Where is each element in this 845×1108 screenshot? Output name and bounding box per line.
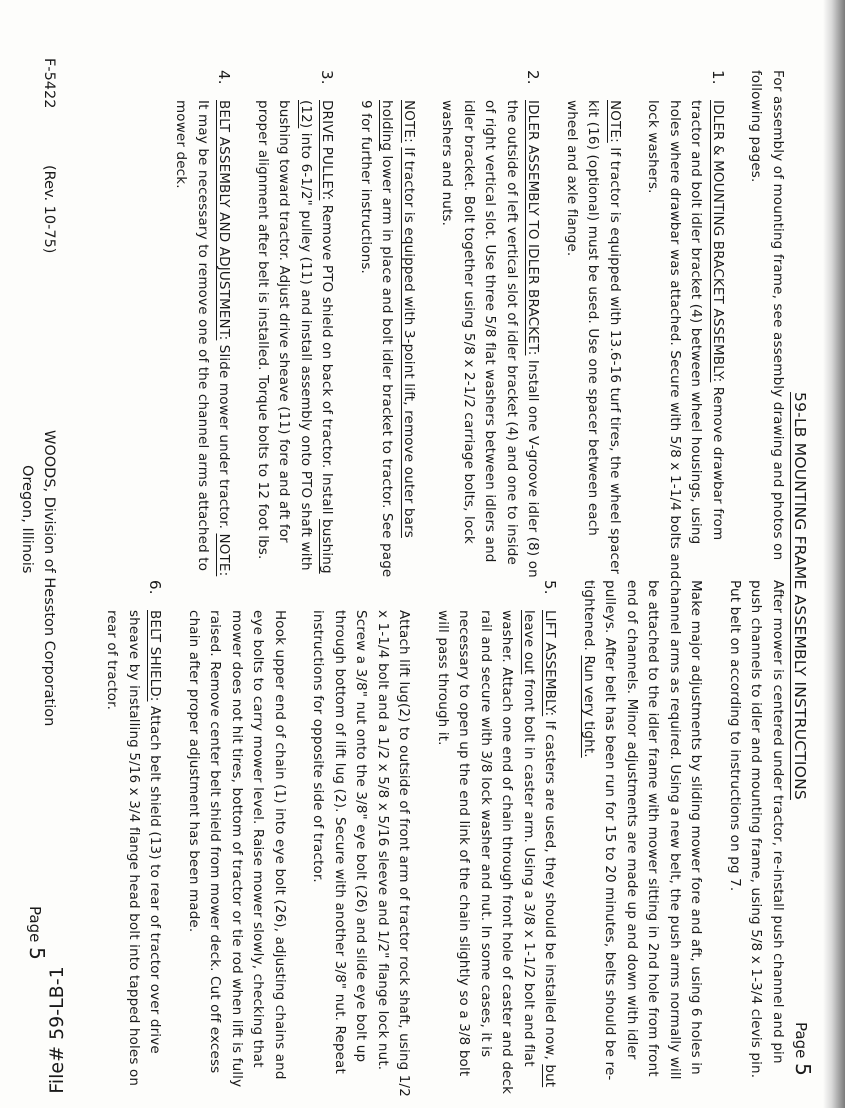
paragraph-lift-lug: Attach lift lug(2) to outside of front arm of tractor rock shaft, using 1/2 x 1-1/4 bolt and a 1/2 x 5/8 x 5/16 sleeve and 1/2" flange lock nut. Screw a 3/8" nut onto the 3/8" eye bolt (26) and slide eye bolt up through bottom of lift lug (2). Secure with another 3/8" nut. Repeat instructions for opposite side of tractor. (310, 610, 413, 1097)
paragraph-reinstall: After mower is centered under tractor, re-install push channel and pin push channels to idler and mounting frame, using 5/8 x 1-3/4 clevis pin. Put belt on according to instructions on pg 7. (727, 580, 786, 1079)
step-body-pre: Slide mower under tractor. (216, 340, 233, 534)
step-heading: IDLER ASSEMBLY TO IDLER BRACKET: (525, 100, 542, 356)
page-label: Page (26, 906, 44, 943)
run-very-tight-note: Run very tight. (581, 655, 597, 758)
step-heading: LIFT ASSEMBLY: (542, 610, 559, 717)
step-number: 5. (541, 580, 560, 595)
page-number-bottom (25, 906, 49, 960)
company-location: Oregon, Illinois (19, 465, 35, 574)
step-body-pre: If casters are used, they should be installed now, (542, 716, 559, 1065)
page-number-top (791, 1022, 815, 1076)
step-number: 1. (709, 70, 727, 85)
note-1 (561, 70, 626, 580)
note-body: If tractor is equipped with 13.6-16 turf tires, the wheel spacer kit (16) (optional) must be used. Use one spacer between each wheel and axle flange. (564, 100, 623, 575)
page-label: Page (792, 1022, 810, 1059)
paragraph-adjustments (578, 580, 707, 1100)
left-column (153, 70, 788, 580)
step-3 (252, 70, 338, 580)
step-number: 2. (524, 70, 543, 85)
step-number: 4. (215, 70, 234, 85)
step-body: Install one V-groove idler (8) on the outside of left vertical slot of idler bracket (4) and one to inside of right vertical slot. Use three 5/8 flat washers between idlers and idler bracket. Bolt together using 5/8 x 2-1/2 carriage bolts, lock washers and nuts. (439, 100, 542, 578)
paragraph-chain: Hook upper end of chain (1) into eye bolt (26), adjusting chains and eye bolts to carry mower level. Raise mower slowly, checking that mower does not hit tires, bottom of tractor or tie rod when lift is fully raised. Remove center belt shield from mower deck. Cut off excess chain after proper adjustment has been made. (186, 610, 288, 1088)
right-column (84, 580, 788, 1100)
document-title: 59-LB MOUNTING FRAME ASSEMBLY INSTRUCTIONS (791, 392, 809, 800)
step-body: into 6-1/2" pulley (11) and install assembly onto PTO shaft with bushing toward tractor. Adjust drive sheave (11) fore and aft for proper alignment after belt is installed. Torque bolts to 12 foot lbs. (255, 100, 314, 571)
paragraph-body: Make major adjustments by sliding mower fore and aft, using 6 holes in channel arms as required. Using a new belt, the push arms normally will be attached to the idler frame with mower sitting in 2nd hole from front end of channels. Minor adjustments are made up and down with idler pulleys. After belt has been run for 15 to 20 minutes, belts should be re-tightened. (581, 580, 705, 1081)
step-number: 6. (146, 580, 165, 595)
step-body: front bolt in caster arm. Using a 3/8 x 1-1/2 bolt and flat washer. Attach one end of chain through front hole of caster and deck rail and secure with 3/8 lock washer and nut. In some cases, it is necessary to open up the end link of the chain slightly so a 3/8 bolt will pass through it. (435, 610, 537, 1095)
step-heading: DRIVE PULLEY: (319, 100, 336, 201)
note-label: NOTE: (401, 100, 417, 143)
intro-paragraph: For assembly of mounting frame, see assembly drawing and photos on following pages. (748, 70, 786, 561)
form-number: F-5422 (41, 58, 57, 109)
step-6 (101, 580, 166, 1100)
revision-date: (Rev. 10-75) (41, 165, 57, 254)
company-name: WOODS, Division of Hesston Corporation (41, 430, 57, 727)
step-body: It may be necessary to remove one of the channel arms attached to mower deck. (173, 100, 211, 572)
step-5 (432, 580, 561, 1100)
note-label: NOTE: (607, 100, 623, 143)
step-number: 3. (318, 70, 337, 85)
page-number: 5 (25, 947, 49, 960)
file-number: File# 59-LB-1 (46, 966, 68, 1094)
step-1 (642, 70, 728, 580)
note-body-underlined: If tractor is equipped with 3-point lift, remove outer bars holding (379, 100, 417, 538)
step-heading: BELT ASSEMBLY AND ADJUSTMENT: (216, 100, 233, 341)
step-body-underlined: but leave out (521, 610, 559, 1088)
step-body: Remove drawbar from tractor and bolt idler bracket (4) between wheel housings, using holes where drawbar was attached. Secure with 5/8 x 1-1/4 bolts and lock washers. (645, 100, 726, 580)
note-body: lower arm in place and bolt idler bracket to tractor. See page 9 for further instructions. (358, 100, 396, 578)
step-body-underlined: NOTE: (216, 533, 233, 577)
step-body: Attach belt shield (13) to rear of tractor over drive sheave by installing 5/16 x 3/4 flange head bolt into tapped holes on rear of tractor. (104, 610, 164, 1087)
step-4 (170, 70, 235, 580)
step-heading: IDLER & MOUNTING BRACKET ASSEMBLY: (710, 100, 726, 383)
step-body-pre: Remove PTO shield on back of tractor. Install (319, 200, 336, 520)
scan-edge-shadow (823, 0, 845, 1108)
step-2 (436, 70, 544, 580)
note-2 (355, 70, 420, 580)
page-number: 5 (791, 1063, 815, 1076)
step-body-underlined: bushing (12) (298, 100, 336, 574)
step-heading: BELT SHIELD: (147, 610, 164, 702)
